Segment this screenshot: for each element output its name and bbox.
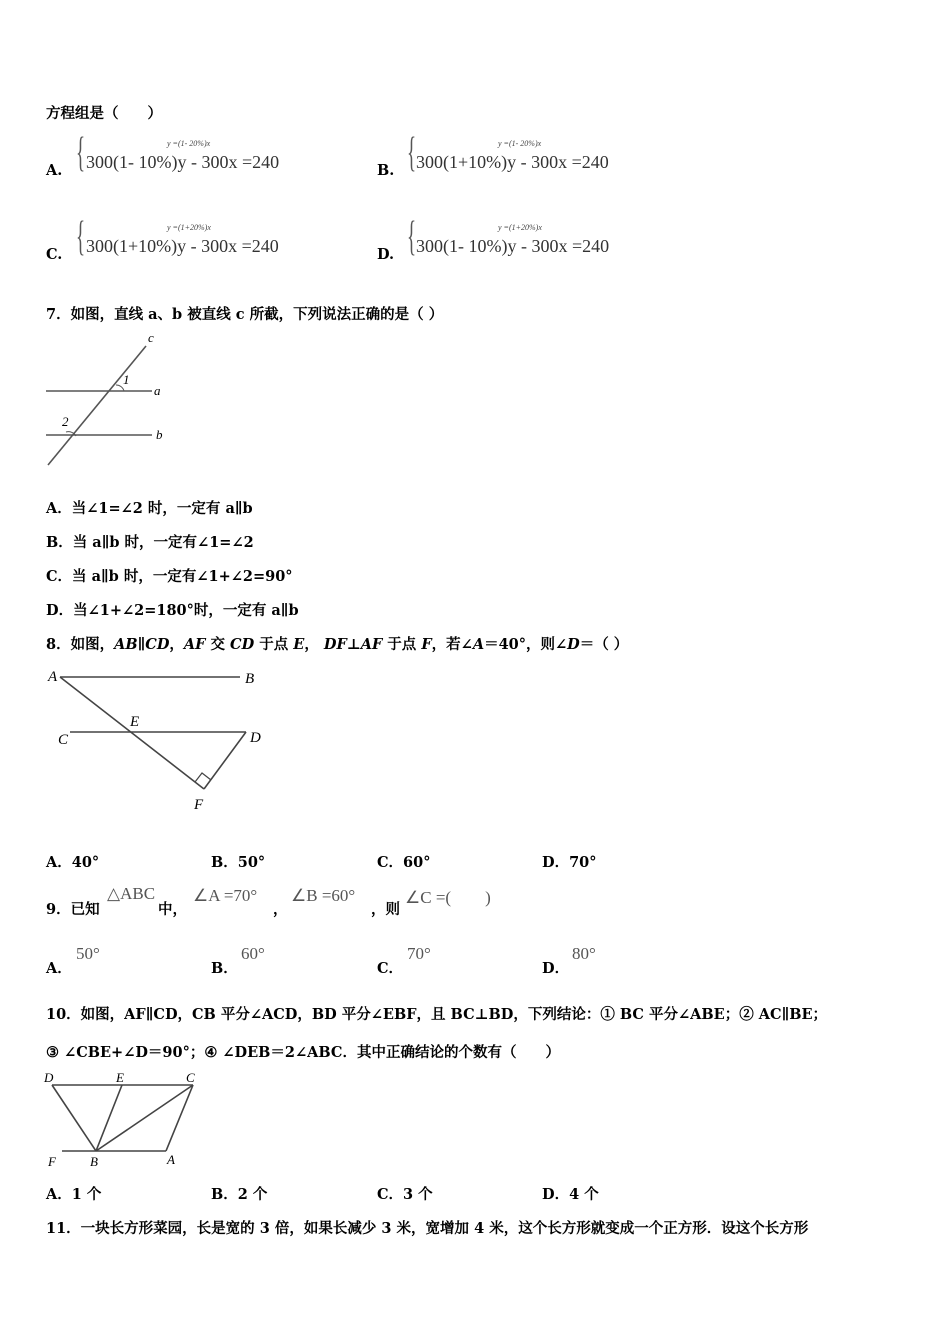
q8-option-b[interactable]: B．50° — [211, 854, 266, 871]
label-angle2: 2 — [62, 414, 69, 429]
q8-stem-num: 8．如图， — [46, 636, 115, 653]
q8-stem-part: ， — [304, 636, 324, 653]
label-E: E — [130, 714, 140, 730]
q8-stem-part: F — [421, 636, 432, 653]
q6-option-c-eq1: y =(1+20%)x — [167, 223, 211, 232]
label-F: F — [48, 1154, 56, 1169]
q10-stem-line2: ③ ∠CBE+∠D＝90°；④ ∠DEB＝2∠ABC．其中正确结论的个数有（ ） — [46, 1044, 560, 1061]
q10-option-c[interactable]: C．3 个 — [377, 1186, 433, 1203]
q10-option-d[interactable]: D．4 个 — [542, 1186, 599, 1203]
q9-comma: ， — [273, 901, 288, 918]
line-c — [48, 346, 146, 465]
q8-option-d[interactable]: D．70° — [542, 854, 597, 871]
q9-option-b-label: B． — [211, 960, 238, 977]
q9-angle-b: ∠B =60° — [291, 886, 356, 905]
q11-stem-line1: 11．一块长方形菜园，长是宽的 3 倍，如果长减少 3 米，宽增加 4 米，这个长方形就变成一个正方形．设这个长方形 — [46, 1220, 809, 1237]
q8-figure — [40, 662, 280, 817]
label-D: D — [250, 730, 261, 746]
q6-option-c-label: C. — [46, 246, 63, 263]
q8-stem-part: ， — [169, 636, 184, 653]
q8-stem-part: CD — [230, 636, 255, 653]
q9-option-c-label: C． — [377, 960, 404, 977]
q6-option-b-label: B. — [377, 162, 395, 179]
label-B: B — [90, 1154, 98, 1169]
q10-option-a[interactable]: A．1 个 — [46, 1186, 102, 1203]
label-A: A — [48, 669, 58, 685]
q8-stem-part: DF — [323, 636, 347, 653]
label-A: A — [167, 1152, 175, 1167]
q8-stem-part: AF — [360, 636, 383, 653]
brace-icon: { — [76, 130, 86, 176]
q7-option-d[interactable]: D．当∠1+∠2=180°时，一定有 a∥b — [46, 602, 299, 619]
line-cb — [96, 1085, 193, 1151]
q10-figure — [40, 1066, 210, 1174]
q8-stem-part: 于点 — [382, 636, 422, 653]
q10-option-b[interactable]: B．2 个 — [211, 1186, 268, 1203]
q9-option-d-label: D． — [542, 960, 570, 977]
q6-option-b-eq1: y =(1- 20%)x — [498, 139, 542, 148]
q8-stem — [46, 633, 628, 654]
q7-figure — [40, 328, 180, 468]
q9-option-a-value: 50° — [76, 944, 100, 963]
q9-prefix: 9．已知 — [46, 901, 100, 918]
q9-option-c-value: 70° — [407, 944, 431, 963]
q6-option-d-label: D. — [377, 246, 395, 263]
q8-stem-part: D — [567, 636, 580, 653]
line-af — [60, 677, 204, 789]
q7-option-c[interactable]: C．当 a∥b 时，一定有∠1+∠2=90° — [46, 568, 293, 585]
q9-mid: 中， — [158, 901, 187, 918]
q9-option-d-value: 80° — [572, 944, 596, 963]
brace-icon: { — [407, 214, 417, 260]
q8-stem-part: ，若∠ — [431, 636, 473, 653]
q9-then: ，则 — [371, 901, 400, 918]
q8-option-c[interactable]: C．60° — [377, 854, 431, 871]
label-b: b — [156, 427, 163, 442]
line-df — [204, 732, 246, 789]
label-C: C — [186, 1070, 195, 1085]
q9-angle-a: ∠A =70° — [193, 886, 258, 905]
q9-triangle: △ABC — [107, 884, 156, 903]
q8-stem-part: AF — [183, 636, 206, 653]
label-C: C — [58, 732, 69, 748]
q6-option-a-label: A. — [46, 162, 63, 179]
q7-stem: 7．如图，直线 a、b 被直线 c 所截，下列说法正确的是（ ） — [46, 306, 444, 323]
q6-option-b-eq2: 300(1+10%)y - 300x =240 — [416, 152, 609, 172]
label-angle1: 1 — [123, 372, 130, 387]
q8-stem-part: ＝40°，则∠ — [484, 636, 568, 653]
q8-stem-part: ⊥ — [346, 636, 361, 653]
right-angle-mark — [195, 773, 211, 782]
q8-stem-part: A — [472, 636, 485, 653]
brace-icon: { — [76, 214, 86, 260]
q9-option-a-label: A． — [46, 960, 72, 977]
q10-stem-line1: 10．如图，AF∥CD，CB 平分∠ACD，BD 平分∠EBF，且 BC⊥BD，下列结论：① BC 平分∠ABE；② AC∥BE； — [46, 1006, 828, 1023]
q7-option-b[interactable]: B．当 a∥b 时，一定有∠1=∠2 — [46, 534, 254, 551]
line-eb — [96, 1085, 122, 1151]
q6-option-a-eq2: 300(1- 10%)y - 300x =240 — [86, 152, 280, 172]
q6-option-c-eq2: 300(1+10%)y - 300x =240 — [86, 236, 279, 256]
line-db — [52, 1085, 96, 1151]
label-B: B — [245, 671, 255, 687]
q8-stem-part: 于点 — [254, 636, 294, 653]
label-c: c — [148, 330, 154, 345]
q8-stem-part: ＝（ ） — [579, 636, 629, 653]
q8-stem-part: 交 — [205, 636, 231, 653]
brace-icon: { — [407, 130, 417, 176]
q9-angle-c: ∠C =( ) — [405, 888, 491, 907]
q8-option-a[interactable]: A．40° — [46, 854, 100, 871]
label-D: D — [44, 1070, 54, 1085]
q6-option-a-eq1: y =(1- 20%)x — [167, 139, 211, 148]
q8-stem-part: AB∥CD — [114, 636, 170, 653]
q7-option-a[interactable]: A．当∠1=∠2 时，一定有 a∥b — [46, 500, 253, 517]
q6-option-d-eq2: 300(1- 10%)y - 300x =240 — [416, 236, 610, 256]
label-F: F — [194, 797, 204, 813]
label-E: E — [116, 1070, 124, 1085]
q6-option-d-eq1: y =(1+20%)x — [498, 223, 542, 232]
label-a: a — [154, 383, 161, 398]
q9-option-b-value: 60° — [241, 944, 265, 963]
q6-stem-tail: 方程组是（ ） — [46, 105, 162, 122]
q8-stem-part: E — [293, 636, 305, 653]
